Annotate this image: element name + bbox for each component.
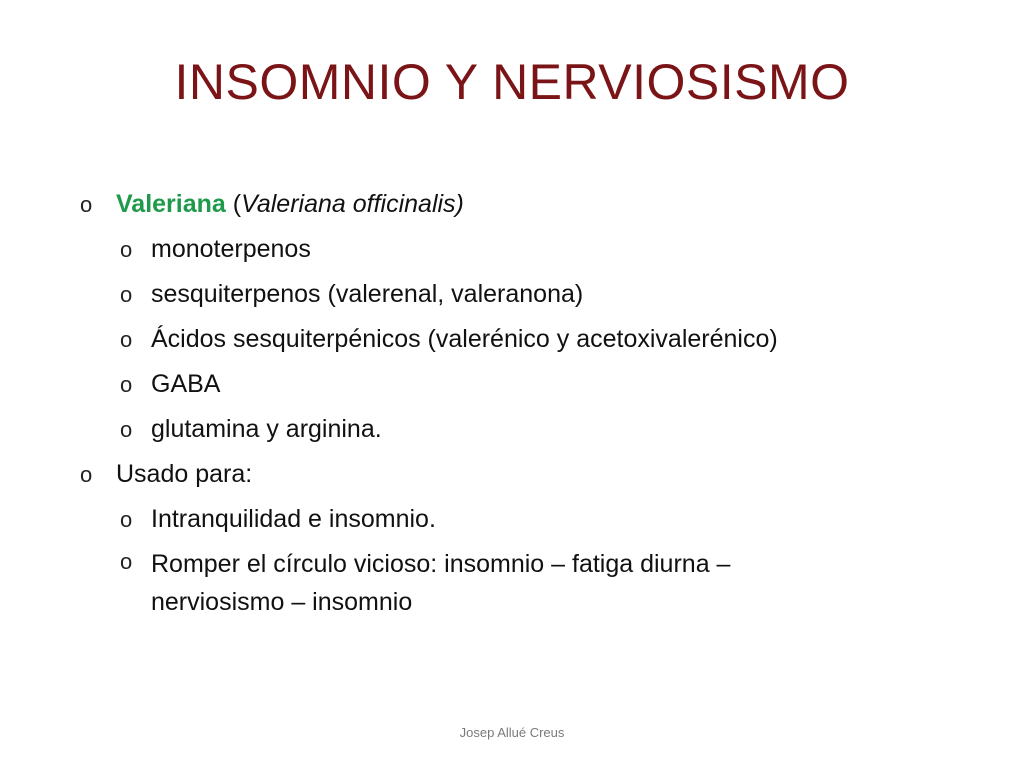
plant-latin-name: Valeriana officinalis) [241, 190, 464, 218]
bullet-circle-icon: o [120, 549, 133, 574]
bullet-circle-icon: o [120, 372, 133, 397]
plant-name: Valeriana [116, 190, 226, 218]
list-item-component [80, 272, 960, 317]
list-item-use [80, 542, 851, 621]
use-text: Intranquilidad e insomnio. [151, 505, 436, 533]
uses-heading: Usado para: [116, 460, 253, 488]
list-item-use [80, 497, 960, 542]
bullet-circle-icon: o [120, 237, 133, 262]
bullet-circle-icon: o [120, 282, 133, 307]
list-item-plant [80, 182, 960, 227]
plant-paren: ( [232, 190, 242, 218]
bullet-circle-icon: o [80, 192, 93, 217]
component-text: monoterpenos [151, 235, 311, 263]
use-text: Romper el círculo vicioso: insomnio – fatiga diurna – nerviosismo – insomnio [151, 550, 731, 616]
footer-author: Josep Allué Creus [459, 725, 565, 740]
component-text: sesquiterpenos (valerenal, valeranona) [151, 280, 584, 308]
bullet-circle-icon: o [120, 417, 133, 442]
list-item-component [80, 362, 960, 407]
bullet-circle-icon: o [80, 462, 93, 487]
component-text: Ácidos sesquiterpénicos (valerénico y acetoxivalerénico) [151, 325, 778, 353]
bullet-circle-icon: o [120, 327, 133, 352]
component-text: GABA [151, 370, 221, 398]
bullet-circle-icon: o [120, 507, 133, 532]
list-item-component [80, 227, 960, 272]
slide-title: INSOMNIO Y NERVIOSISMO [174, 54, 850, 110]
component-text: glutamina y arginina. [151, 415, 382, 443]
list-item-component [80, 317, 960, 362]
list-item-component [80, 407, 960, 452]
list-item-uses-heading [80, 452, 960, 497]
bullet-list [80, 182, 960, 621]
